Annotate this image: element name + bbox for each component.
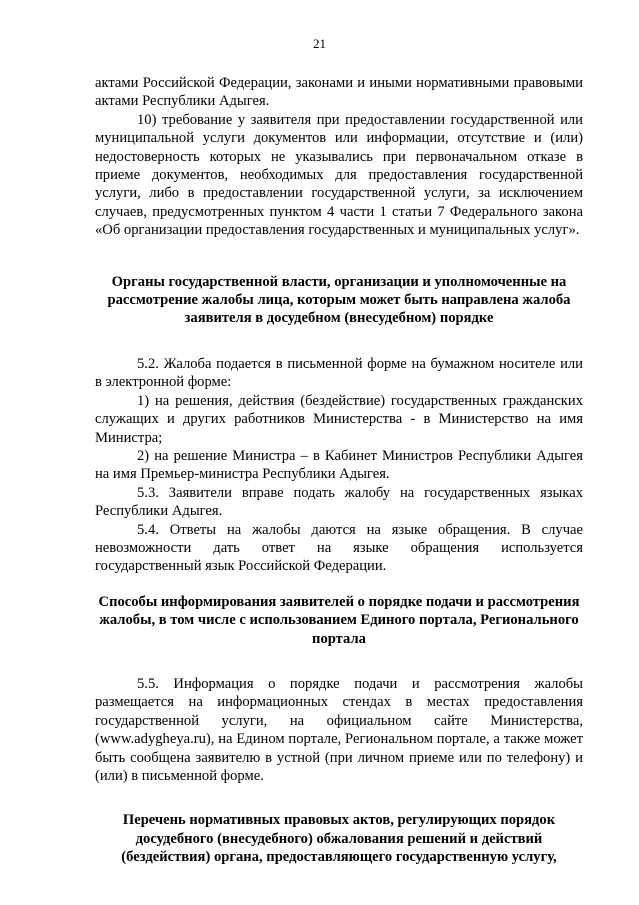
paragraph-5-5: 5.5. Информация о порядке подачи и рассмотрения жалобы размещается на информационных стендах в местах предоставления государственной услуги, на официальном сайте Министерства, (www.adygheya.ru), на Едином портале, Региональном портале, а также может быть сообщена заявителю в устной (при личном приеме или по телефону) и (или) в письменной форме. [95, 675, 583, 784]
paragraph-item-10: 10) требование у заявителя при предоставлении государственной или муниципальной услуги документов или информации, отсутствие и (или) недостоверность которых не указывались при первоначальном отказе в приеме документов, необходимых для предоставления государственной услуги, либо в предоставлении государственной услуги, за исключением случаев, предусмотренных пунктом 4 части 1 статьи 7 Федерального закона «Об организации предоставления государственных и муниципальных услуг». [95, 111, 583, 239]
section-heading-complaint-bodies: Органы государственной власти, организации и уполномоченные на рассмотрение жалобы лица, которым может быть направлена жалоба заявителя в досудебном (внесудебном) порядке [107, 273, 571, 327]
paragraph-5-2: 5.2. Жалоба подается в письменной форме на бумажном носителе или в электронной форме: [95, 355, 583, 391]
page-content [95, 74, 583, 867]
paragraph-5-3: 5.3. Заявители вправе подать жалобу на государственных языках Республики Адыгея. [95, 484, 583, 520]
paragraph-continuation: актами Российской Федерации, законами и иными нормативными правовыми актами Республики Адыгея. [95, 75, 583, 110]
page-number: 21 [313, 36, 326, 51]
paragraph-5-2-item-2: 2) на решение Министра – в Кабинет Министров Республики Адыгея на имя Премьер-министра Республики Адыгея. [95, 447, 583, 483]
paragraph-5-4: 5.4. Ответы на жалобы даются на языке обращения. В случае невозможности дать ответ на языке обращения используется государственный язык Российской Федерации. [95, 521, 583, 575]
section-heading-legal-acts: Перечень нормативных правовых актов, регулирующих порядок досудебного (внесудебного) обжалования решений и действий (бездействия) органа, предоставляющего государственную услугу, [121, 812, 557, 866]
paragraph-5-2-item-1: 1) на решения, действия (бездействие) государственных гражданских служащих и других работников Министерства - в Министерство на имя Министра; [95, 392, 583, 446]
section-heading-informing-methods: Способы информирования заявителей о порядке подачи и рассмотрения жалобы, в том числе с использованием Единого портала, Регионального портала [98, 593, 580, 647]
